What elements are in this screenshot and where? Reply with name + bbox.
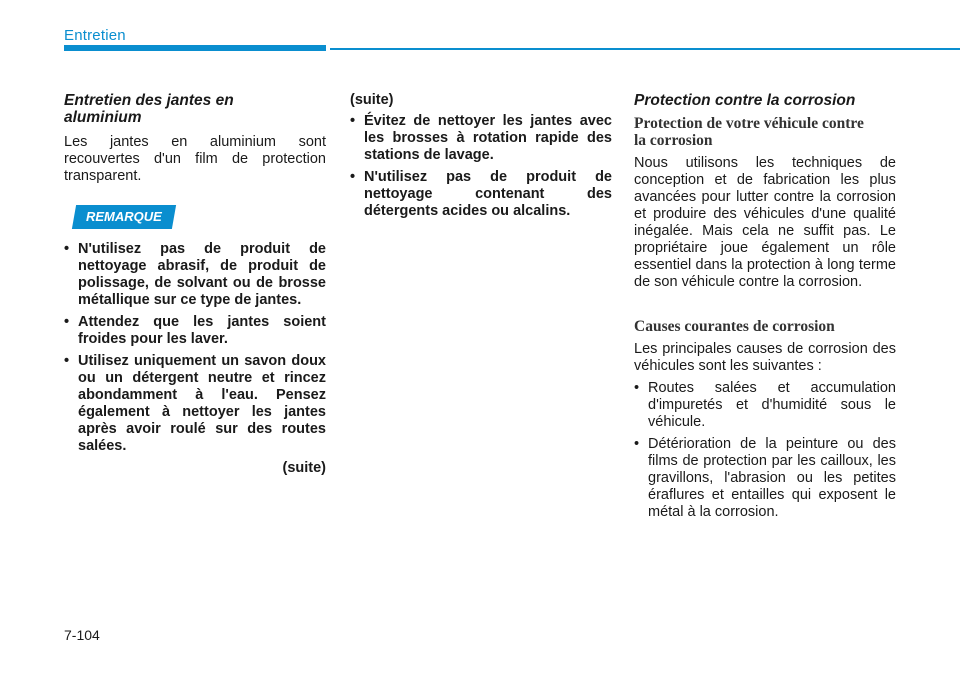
column-3 <box>634 92 896 526</box>
list-item: • N'utilisez pas de produit de nettoyage abrasif, de produit de polissage, de solvant ou de brosse métallique sur ce type de jantes. <box>64 241 326 309</box>
column-1 <box>64 92 326 477</box>
page-number: 7-104 <box>64 627 100 643</box>
subheading-protection <box>634 115 896 149</box>
continued-label: (suite) <box>350 92 394 108</box>
subheading-line: Protection de votre véhicule contre <box>634 115 864 132</box>
list-item: • Attendez que les jantes soient froides pour les laver. <box>64 314 326 348</box>
list-item: • Évitez de nettoyer les jantes avec les brosses à rotation rapide des stations de lavage. <box>350 113 612 164</box>
note-badge <box>72 205 176 229</box>
causes-bullet-list <box>634 380 896 521</box>
heading-jantes <box>64 92 326 126</box>
header-rule-thin <box>330 48 960 50</box>
note-bullet-list-continued <box>350 113 612 220</box>
header-rule-thick <box>64 45 326 51</box>
protection-paragraph: Nous utilisons les techniques de conception et de fabrication les plus avancées pour lutter contre la corrosion et produire des véhicules d'une qualité inégalée. Mais cela ne suffit pas. Le propriétaire joue également un rôle essentiel dans la protection à long terme de son véhicule contre la corrosion. <box>634 155 896 290</box>
list-item: • Détérioration de la peinture ou des films de protection par les cailloux, les gravillons, l'abrasion ou les petites éraflures et entailles qui exposent le métal à la corrosion. <box>634 436 896 521</box>
column-2 <box>350 92 612 225</box>
heading-corrosion: Protection contre la corrosion <box>634 92 856 109</box>
intro-paragraph: Les jantes en aluminium sont recouvertes d'un film de protection transparent. <box>64 134 326 184</box>
list-item: • Utilisez uniquement un savon doux ou un détergent neutre et rincez abondamment à l'eau. Pensez également à nettoyer les jantes après avoir roulé sur des routes salées. <box>64 353 326 455</box>
subheading-causes: Causes courantes de corrosion <box>634 318 835 335</box>
causes-intro-paragraph: Les principales causes de corrosion des véhicules sont les suivantes : <box>634 341 896 374</box>
continued-label: (suite) <box>282 460 326 476</box>
subheading-line: la corrosion <box>634 132 713 149</box>
note-bullet-list <box>64 241 326 455</box>
note-badge-label: REMARQUE <box>86 209 162 224</box>
section-title: Entretien <box>64 27 126 44</box>
heading-line: aluminium <box>64 109 142 126</box>
list-item: • N'utilisez pas de produit de nettoyage contenant des détergents acides ou alcalins. <box>350 169 612 220</box>
list-item: • Routes salées et accumulation d'impuretés et d'humidité sous le véhicule. <box>634 380 896 431</box>
heading-line: Entretien des jantes en <box>64 92 234 109</box>
